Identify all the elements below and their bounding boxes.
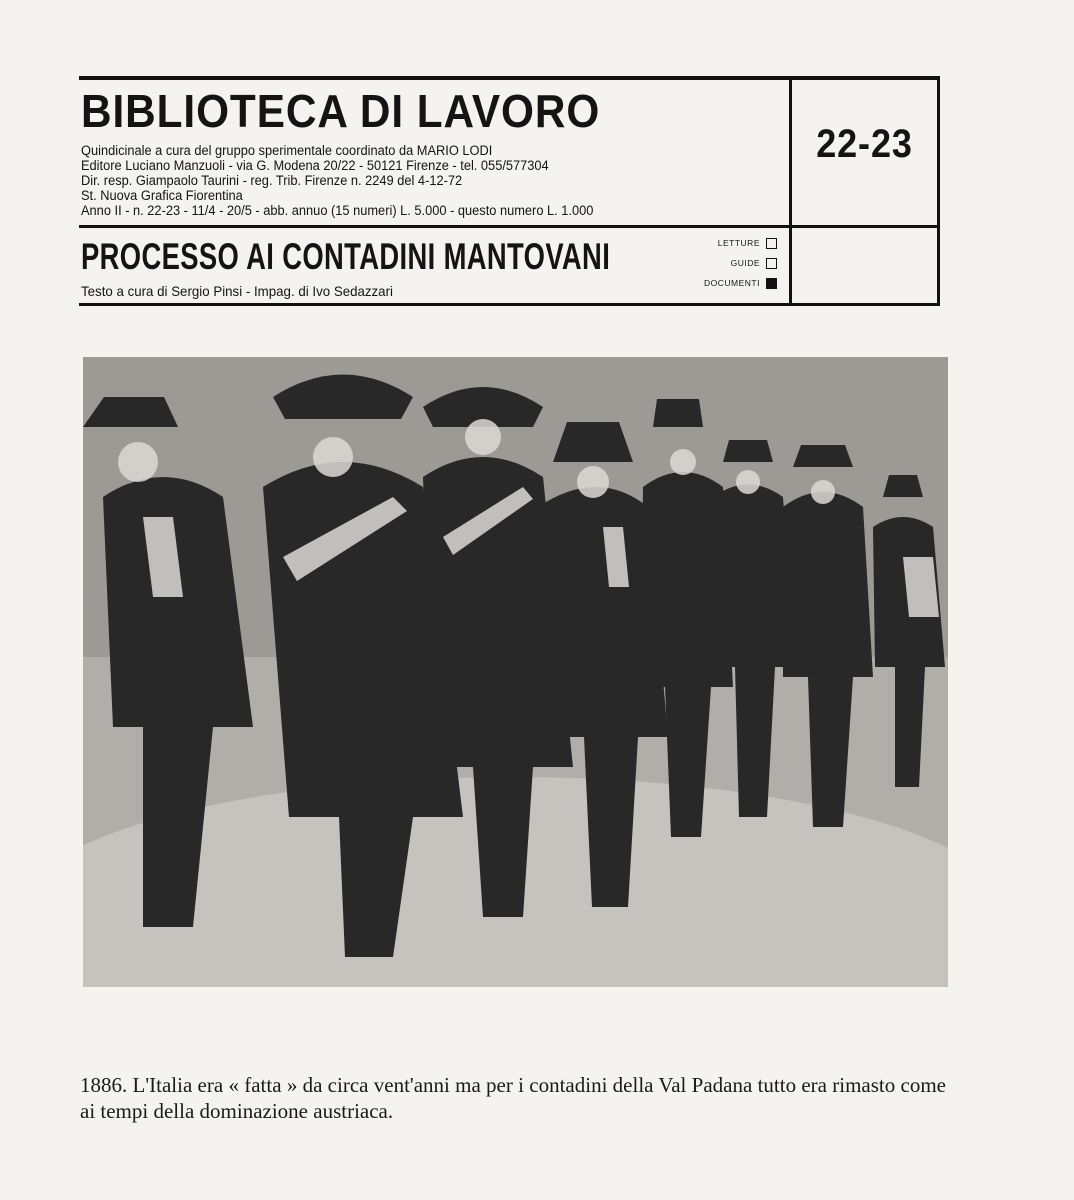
issue-title: PROCESSO AI CONTADINI MANTOVANI: [81, 236, 611, 277]
masthead: [79, 76, 940, 306]
category-documenti: [677, 273, 777, 293]
info-line: Dir. resp. Giampaolo Taurini - reg. Trib. Firenze n. 2249 del 4-12-72: [81, 173, 463, 188]
checkbox-filled-icon: [766, 278, 777, 289]
publication-info: [81, 143, 781, 218]
credits: Testo a cura di Sergio Pinsi - Impag. di Ivo Sedazzari: [81, 283, 393, 299]
masthead-divider: [79, 225, 940, 228]
photo-illustration: [83, 357, 948, 987]
publication-title: BIBLIOTECA DI LAVORO: [81, 85, 601, 137]
category-legend: [677, 233, 777, 293]
checkbox-icon: [766, 238, 777, 249]
checkbox-icon: [766, 258, 777, 269]
info-line: St. Nuova Grafica Fiorentina: [81, 188, 243, 203]
photo-caption: 1886. L'Italia era « fatta » da circa vent'anni ma per i contadini della Val Padana tutto era rimasto come ai tempi della dominazione austriaca.: [80, 1073, 946, 1123]
category-label: LETTURE: [717, 238, 760, 248]
category-label: GUIDE: [730, 258, 760, 268]
info-line: Editore Luciano Manzuoli - via G. Modena 20/22 - 50121 Firenze - tel. 055/577304: [81, 158, 549, 173]
issue-number: 22-23: [816, 122, 913, 166]
category-letture: [677, 233, 777, 253]
category-label: DOCUMENTI: [704, 278, 760, 288]
masthead-column-divider: [789, 80, 792, 303]
category-guide: [677, 253, 777, 273]
info-line: Anno II - n. 22-23 - 11/4 - 20/5 - abb. annuo (15 numeri) L. 5.000 - questo numero L. 1.000: [81, 203, 594, 218]
masthead-right-border: [937, 80, 940, 303]
info-line: Quindicinale a cura del gruppo sperimentale coordinato da MARIO LODI: [81, 143, 493, 158]
cover-photo: [83, 357, 948, 987]
